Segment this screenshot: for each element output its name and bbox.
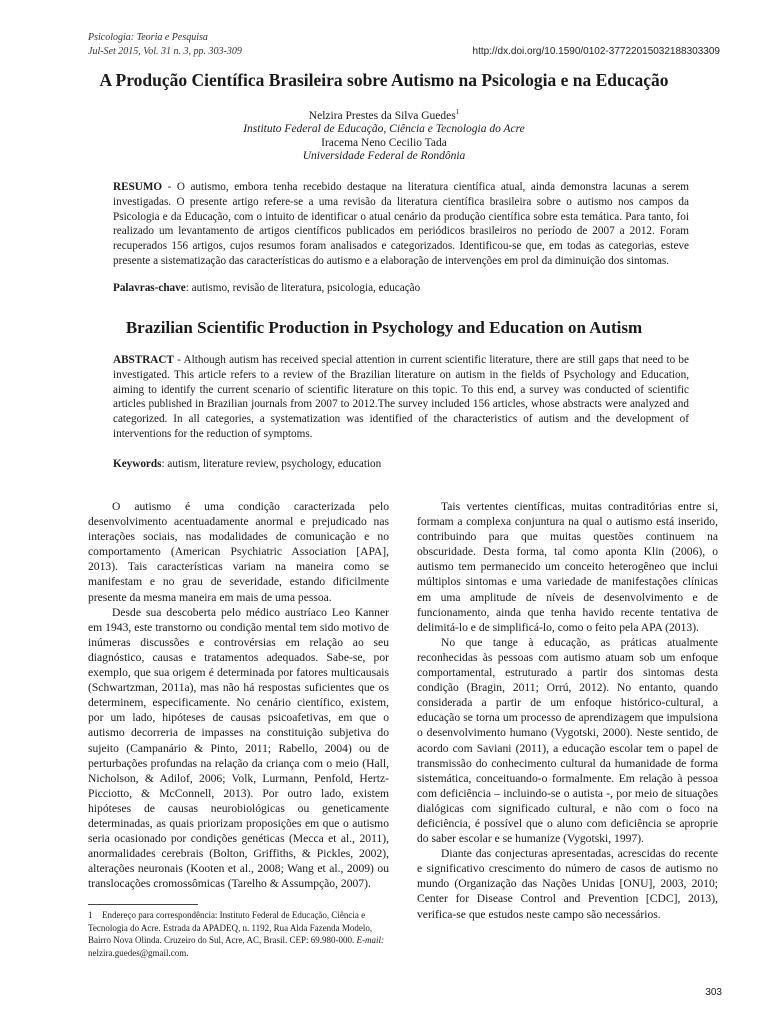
footnote [88, 909, 388, 959]
journal-issue: Jul-Set 2015, Vol. 31 n. 3, pp. 303-309 [88, 46, 242, 57]
resumo-text: - O autismo, embora tenha recebido destaque na literatura científica atual, ainda demonstra lacunas a serem investigadas. O presente artigo refere-se a uma revisão da literatura científica brasileira sobre o autismo nos campos da Psicologia e da Educação, com o intuito de identificar o atual cenário da produção científica sobre esta temática. Para tanto, foi realizado um levantamento de artigos científicos publicados em periódicos brasileiros no período de 2007 a 2012. Foram recuperados 156 artigos, cujos resumos foram analisados e categorizados. Identificou-se que, em todas as categorias, esteve presente a sistematização das características do autismo e a elaboração de intervenções em prol da diminuição dos sintomas. [113, 181, 689, 267]
abstract-label: ABSTRACT [113, 354, 174, 366]
author-1-footnote-ref: 1 [455, 108, 460, 116]
abstract-text: - Although autism has received special attention in current scientific literature, there are still gaps that need to be investigated. This article refers to a review of the Brazilian literature on autism in the fields of Psychology and Education, aiming to identify the current scenario of scientific literature on this topic. To this end, a survey was conducted of scientific articles published in Brazilian journals from 2007 to 2012.The survey included 156 articles, whose abstracts were analyzed and categorized. In all categories, a systematization was identified of the characteristics of autism and the development of interventions for the reduction of symptoms. [113, 354, 689, 440]
palavras-chave-text: : autismo, revisão de literatura, psicologia, educação [185, 282, 421, 294]
page-number: 303 [705, 987, 722, 998]
footnote-email-label: E-mail: [356, 935, 384, 945]
resumo-label: RESUMO [113, 181, 163, 193]
author-1 [0, 106, 768, 123]
affiliation-1: Instituto Federal de Educação, Ciência e Tecnologia do Acre [243, 123, 525, 136]
footnote-divider [88, 904, 198, 905]
keywords-text: : autism, literature review, psychology, education [161, 458, 382, 470]
keywords [113, 458, 689, 470]
keywords-label: Keywords [113, 458, 162, 470]
palavras-chave [113, 282, 689, 294]
body-paragraph: Desde sua descoberta pelo médico austríaco Leo Kanner em 1943, este transtorno ou condição mental tem sido motivo de inúmeras discussões e controvérsias em relação ao seu diagnóstico, causas e tratamentos adequados. Sabe-se, por exemplo, que sua origem é determinada por fatores multicausais (Schwartzman, 2011a), mas não há respostas suficientes que os determinem, especificamente. No cenário científico, existem, por um lado, hipóteses de causas psicoafetivas, em que o autismo decorreria de impasses na constituição subjetiva do sujeito (Campanário & Pinto, 2011; Rabello, 2004) ou de perturbações profundas na relação da criança com o meio (Hall, Nicholson, & Adilof, 2006; Volk, Lurmann, Penfold, Hertz-Picciotto, & McConnell, 2013). Por outro lado, existem hipóteses de causas neurobiológicas ou geneticamente determinadas, as quais priorizam proposições em que o autismo seria ocasionado por condições genéticas (Mecca et al., 2011), anormalidades cerebrais (Bolton, Griffiths, & Pickles, 2002), alterações neuronais (Kooten et al., 2008; Wang et al., 2009) ou translocações cromossômicas (Tarelho & Assumpção, 2007). [88, 605, 389, 891]
author-2: Iracema Neno Cecilio Tada [321, 136, 447, 149]
body-column-left [88, 499, 389, 891]
journal-header [88, 31, 242, 59]
footnote-number: 1 [88, 910, 93, 920]
body-paragraph: No que tange à educação, as práticas atualmente reconhecidas às pessoas com autismo atuam sob um enfoque comportamental, estruturado a partir dos sintomas desta condição (Bragin, 2011; Orrú, 2012). No entanto, quando considerada a partir de um enfoque histórico-cultural, a educação se torna um processo de aprendizagem que impulsiona o desenvolvimento humano (Vygotski, 2000). Neste sentido, de acordo com Saviani (2011), a educação escolar tem o papel de transmissão do conhecimento cultural da humanidade de forma sistemática, conceituando-o formalmente. Em relação à pessoa com deficiência – incluindo-se o autista -, por meio de situações dialógicas com significado cultural, e não com o foco na deficiência, é possível que o aluno com deficiência se aproprie do saber escolar e se humanize (Vygotski, 1997). [417, 635, 718, 846]
footnote-text: Endereço para correspondência: Instituto Federal de Educação, Ciência e Tecnologia do Acre. Estrada da APADEQ, n. 1192, Rua Alda Fazenda Modelo, Bairro Nova Olinda. Cruzeiro do Sul, Acre, AC, Brasil. CEP: 69.980-000. [88, 910, 373, 945]
body-column-right [417, 499, 718, 922]
footnote-email[interactable]: nelzira.guedes@gmail.com. [88, 947, 189, 958]
palavras-chave-label: Palavras-chave [113, 282, 186, 294]
article-title-pt: A Produção Científica Brasileira sobre Autismo na Psicologia e na Educação [99, 70, 669, 90]
body-paragraph: Tais vertentes científicas, muitas contraditórias entre si, formam a complexa conjuntura na qual o autismo está inserido, contribuindo para que muitas questões continuem na obscuridade. Desta forma, tal como aponta Klin (2006), o autismo tem permanecido um conceito heterogêneo que inclui múltiplos sintomas e uma variedade de manifestações clínicas em uma amplitude de níveis de desenvolvimento e de funcionamento, ainda que tenha havido recente tentativa de delimitá-lo e de simplificá-lo, como o feito pela APA (2013). [417, 500, 718, 634]
resumo-paragraph [113, 180, 689, 269]
article-title-en: Brazilian Scientific Production in Psychology and Education on Autism [125, 318, 643, 337]
body-paragraph: O autismo é uma condição caracterizada pelo desenvolvimento acentuadamente anormal e prejudicado nas interações sociais, nas modalidades de comunicação e no comportamento (American Psychiatric Association [APA], 2013). Tais características variam na maneira como se manifestam e no grau de severidade, estando dificilmente presente da mesma maneira em mais de uma pessoa. [88, 500, 389, 604]
affiliation-2: Universidade Federal de Rondônia [302, 150, 466, 163]
abstract-paragraph [113, 353, 689, 442]
author-block [0, 106, 768, 164]
doi-link[interactable]: http://dx.doi.org/10.1590/0102-37722015032188303309 [472, 46, 720, 57]
journal-name: Psicologia: Teoria e Pesquisa [88, 32, 208, 43]
author-1-name: Nelzira Prestes da Silva Guedes [308, 109, 456, 122]
body-paragraph: Diante das conjecturas apresentadas, acrescidas do recente e significativo crescimento do número de casos de autismo no mundo (Organização das Nações Unidas [ONU], 2003, 2010; Center for Disease Control and Prevention [CDC], 2013), verifica-se que estudos neste campo são necessários. [417, 847, 718, 921]
